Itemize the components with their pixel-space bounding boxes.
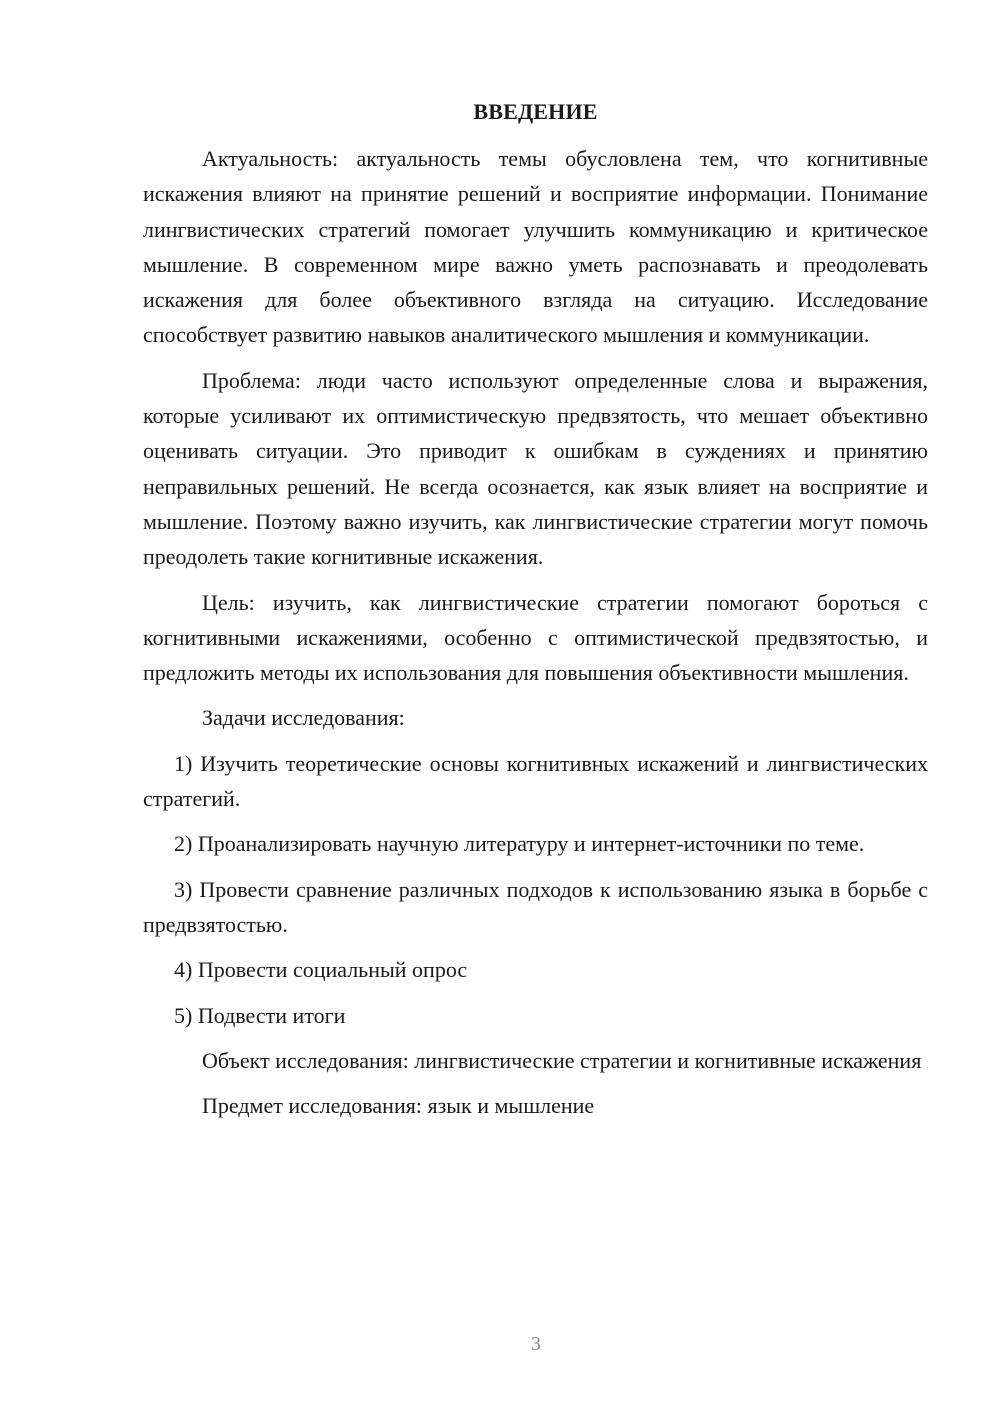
page-number: 3 [531, 1333, 541, 1355]
page-title: ВВЕДЕНИЕ [473, 99, 598, 124]
paragraph-object: Объект исследования: лингвистические стратегии и когнитивные искажения [202, 1047, 922, 1073]
task-item-4: 4) Провести социальный опрос [174, 957, 468, 983]
task-item-2: 2) Проанализировать научную литературу и интернет-источники по теме. [174, 831, 865, 857]
document-page [143, 94, 928, 1133]
paragraph-tasks-heading: Задачи исследования: [202, 705, 405, 731]
paragraph-relevance: Актуальность: актуальность темы обусловлена тем, что когнитивные искажения влияют на принятие решений и восприятие информации. Понимание лингвистических стратегий помогает улучшить коммуникацию и критическое мышление. В современном мире важно уметь распознавать и преодолевать искажения для более объективного взгляда на ситуацию. Исследование способствует развитию навыков аналитического мышления и коммуникации. [143, 146, 928, 348]
task-item-1: 1) Изучить теоретические основы когнитивных искажений и лингвистических стратегий. [143, 750, 928, 812]
task-item-3: 3) Провести сравнение различных подходов к использованию языка в борьбе с предвзятостью. [143, 876, 928, 937]
paragraph-problem: Проблема: люди часто используют определенные слова и выражения, которые усиливают их оптимистическую предвзятость, что мешает объективно оценивать ситуации. Это приводит к ошибкам в суждениях и принятию неправильных решений. Не всегда осознается, как язык влияет на восприятие и мышление. Поэтому важно изучить, как лингвистические стратегии могут помочь преодолеть такие когнитивные искажения. [143, 367, 928, 570]
task-item-5: 5) Подвести итоги [174, 1002, 346, 1028]
paragraph-subject: Предмет исследования: язык и мышление [202, 1093, 595, 1119]
paragraph-goal: Цель: изучить, как лингвистические стратегии помогают бороться с когнитивными искажениями, особенно с оптимистической предвзятостью, и предложить методы их использования для повышения объективности мышления. [143, 589, 928, 686]
